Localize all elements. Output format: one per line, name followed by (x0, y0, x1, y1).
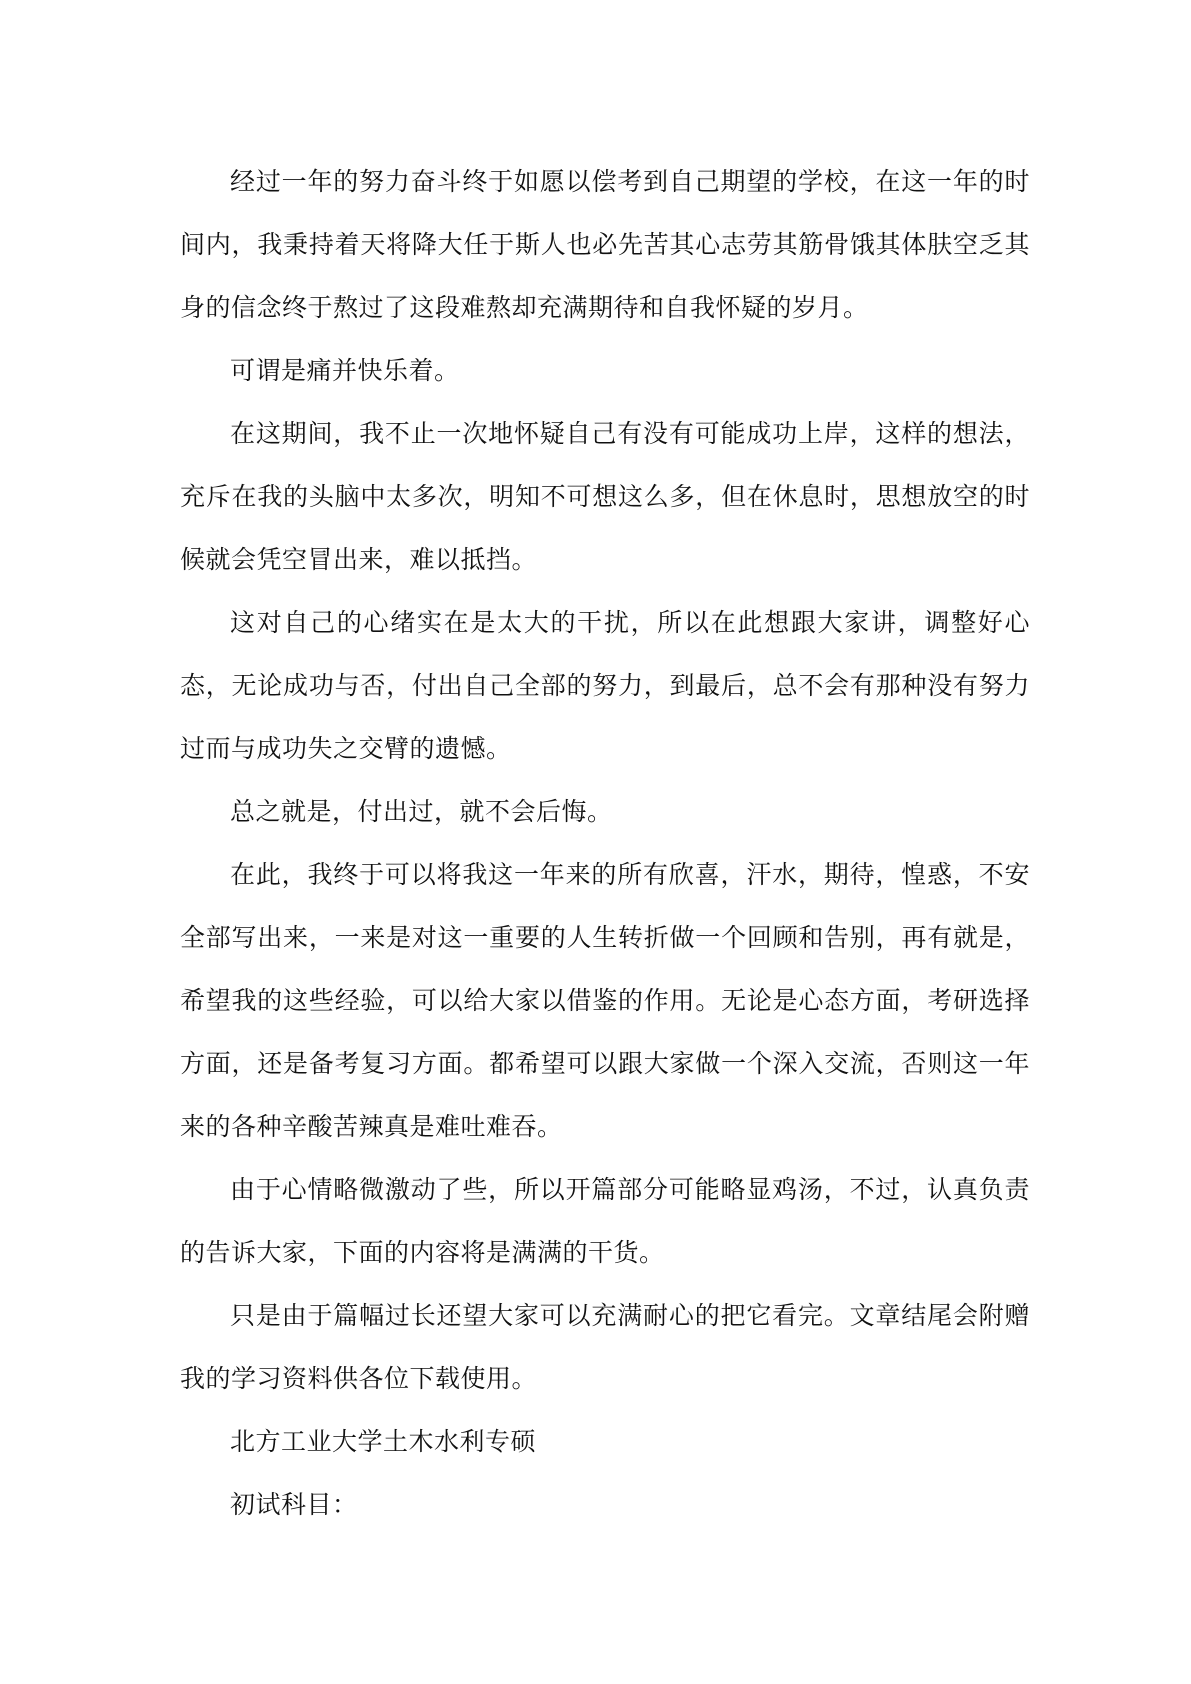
paragraph-no-regret: 总之就是，付出过，就不会后悔。 (230, 797, 613, 826)
paragraph-self-doubt: 在这期间，我不止一次地怀疑自己有没有可能成功上岸，这样的想法，充斥在我的头脑中太多次，明知不可想这么多，但在休息时，思想放空的时候就会凭空冒出来，难以抵挡。 (180, 419, 1030, 574)
paragraph-pain-and-joy: 可谓是痛并快乐着。 (230, 356, 460, 385)
paragraph-university-major: 北方工业大学土木水利专硕 (230, 1427, 537, 1456)
document-body (180, 150, 1030, 1536)
paragraph-intro: 经过一年的努力奋斗终于如愿以偿考到自己期望的学校，在这一年的时间内，我秉持着天将降大任于斯人也必先苦其心志劳其筋骨饿其体肤空乏其身的信念终于熬过了这段难熬却充满期待和自我怀疑的岁月。 (180, 167, 1030, 322)
paragraph-reading-note: 只是由于篇幅过长还望大家可以充满耐心的把它看完。文章结尾会附赠我的学习资料供各位下载使用。 (180, 1301, 1030, 1393)
paragraph-content-preview: 由于心情略微激动了些，所以开篇部分可能略显鸡汤，不过，认真负责的告诉大家，下面的内容将是满满的干货。 (180, 1175, 1030, 1267)
paragraph-mindset-advice: 这对自己的心绪实在是太大的干扰，所以在此想跟大家讲，调整好心态，无论成功与否，付出自己全部的努力，到最后，总不会有那种没有努力过而与成功失之交臂的遗憾。 (180, 608, 1030, 763)
paragraph-sharing-experience: 在此，我终于可以将我这一年来的所有欣喜，汗水，期待，惶惑，不安全部写出来，一来是对这一重要的人生转折做一个回顾和告别，再有就是，希望我的这些经验，可以给大家以借鉴的作用。无论是心态方面，考研选择方面，还是备考复习方面。都希望可以跟大家做一个深入交流，否则这一年来的各种辛酸苦辣真是难吐难吞。 (180, 860, 1030, 1141)
paragraph-exam-subjects-heading: 初试科目： (230, 1490, 358, 1519)
